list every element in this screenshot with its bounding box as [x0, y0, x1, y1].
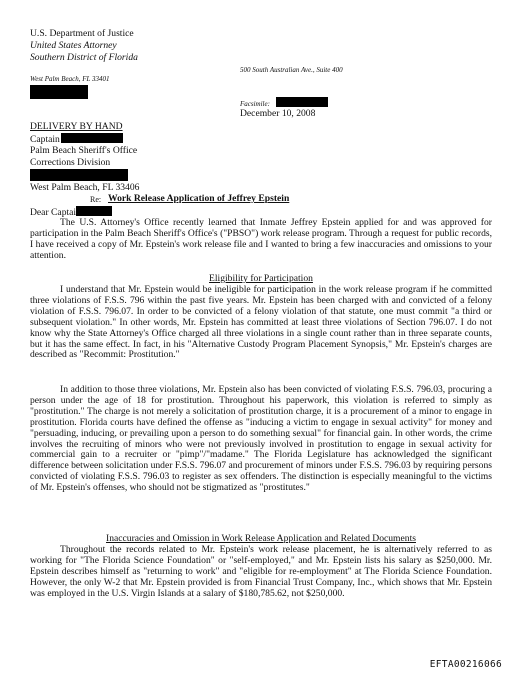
letterhead-city: West Palm Beach, FL 33401	[30, 75, 110, 83]
letterhead-district: Southern District of Florida	[30, 52, 138, 63]
section-heading-inaccuracies: Inaccuracies and Omission in Work Release Application and Related Documents	[106, 533, 416, 544]
delivery-method: DELIVERY BY HAND	[30, 121, 123, 132]
recipient-division: Corrections Division	[30, 157, 111, 168]
letterhead-address: 500 South Australian Ave., Suite 400	[240, 66, 343, 74]
redaction-bar	[276, 97, 328, 107]
re-label: Re:	[90, 195, 102, 204]
recipient-title: Captain	[30, 134, 60, 145]
letter-date: December 10, 2008	[240, 108, 316, 119]
recipient-office: Palm Beach Sheriff's Office	[30, 145, 138, 156]
redaction-bar	[76, 206, 112, 216]
paragraph-eligibility-1: I understand that Mr. Epstein would be ineligible for participation in the work release program if he committed three violations of F.S.S. 796 within the past five years. Mr. Epstein has been charged with and convicted of a felony violation of F.S.S. 796.07. In order to be convicted of a felony violation of that statute, one must commit "a third or subsequent violation." In other words, Mr. Epstein has committed at least three violations of Section 796.07. I do not know why the State Attorney's Office charged all three violations in a single count rather than in three separate counts, but it has the same effect. In fact, in his "Alternative Custody Program Placement Synopsis," Mr. Epstein's charges are described as "Recommit: Prostitution."	[30, 284, 492, 361]
redaction-bar	[30, 169, 128, 181]
letterhead-department: U.S. Department of Justice	[30, 28, 134, 39]
letterhead-office: United States Attorney	[30, 40, 117, 51]
facsimile-label: Facsimile:	[240, 100, 270, 108]
section-heading-eligibility: Eligibility for Participation	[209, 273, 313, 284]
recipient-title-line	[30, 133, 123, 145]
facsimile-line	[240, 97, 328, 108]
document-id: EFTA00216066	[429, 659, 502, 670]
paragraph-eligibility-2: In addition to those three violations, Mr. Epstein also has been convicted of violating F.S.S. 796.03, procuring a person under the age of 18 for prostitution. Throughout his paperwork, this violation is referred to simply as "prostitution." The charge is not merely a solicitation of prostitution charge, it is a procurement of a minor to engage in prostitution. Florida courts have defined the offense as "inducing a victim to engage in sexual activity" for money and "persuading, inducing, or prevailing upon a person to do something sexual" for financial gain. In other words, the crime involves the recruiting of minors who were not previously involved in prostitution to engage in sexual activity for commercial gain to a recruiter or "pimp"/"madame." The Florida Legislature has acknowledged the significant difference between solicitation under F.S.S. 796.07 and procurement of minors under F.S.S. 796.03 by requiring persons convicted of violating F.S.S. 796.03 to register as sex offenders. The distinction is especially meaningful to the victims of Mr. Epstein's offenses, who should not be stigmatized as "prostitutes."	[30, 384, 492, 494]
redaction-bar	[61, 133, 123, 143]
paragraph-intro: The U.S. Attorney's Office recently learned that Inmate Jeffrey Epstein applied for and was approved for participation in the Palm Beach Sheriff's Office's ("PBSO") work release program. Through a request for public records, I have received a copy of Mr. Epstein's work release file and I wanted to bring a few inaccuracies and omissions to your attention.	[30, 217, 492, 261]
re-subject: Work Release Application of Jeffrey Epstein	[108, 193, 290, 204]
redaction-bar	[30, 85, 88, 99]
paragraph-inaccuracies: Throughout the records related to Mr. Epstein's work release placement, he is alternatively referred to as working for "The Florida Science Foundation" or "self-employed," and Mr. Epstein lists his salary as $250,000. Mr. Epstein describes himself as "returning to work" and "eligible for re-employment" at The Florida Science Foundation. However, the only W-2 that Mr. Epstein provided is from Financial Trust Company, Inc., which shows that Mr. Epstein was employed in the U.S. Virgin Islands at a salary of $180,785.62, not $250,000.	[30, 544, 492, 599]
salutation: Dear Captai	[30, 207, 77, 218]
recipient-city: West Palm Beach, FL 33406	[30, 182, 140, 193]
